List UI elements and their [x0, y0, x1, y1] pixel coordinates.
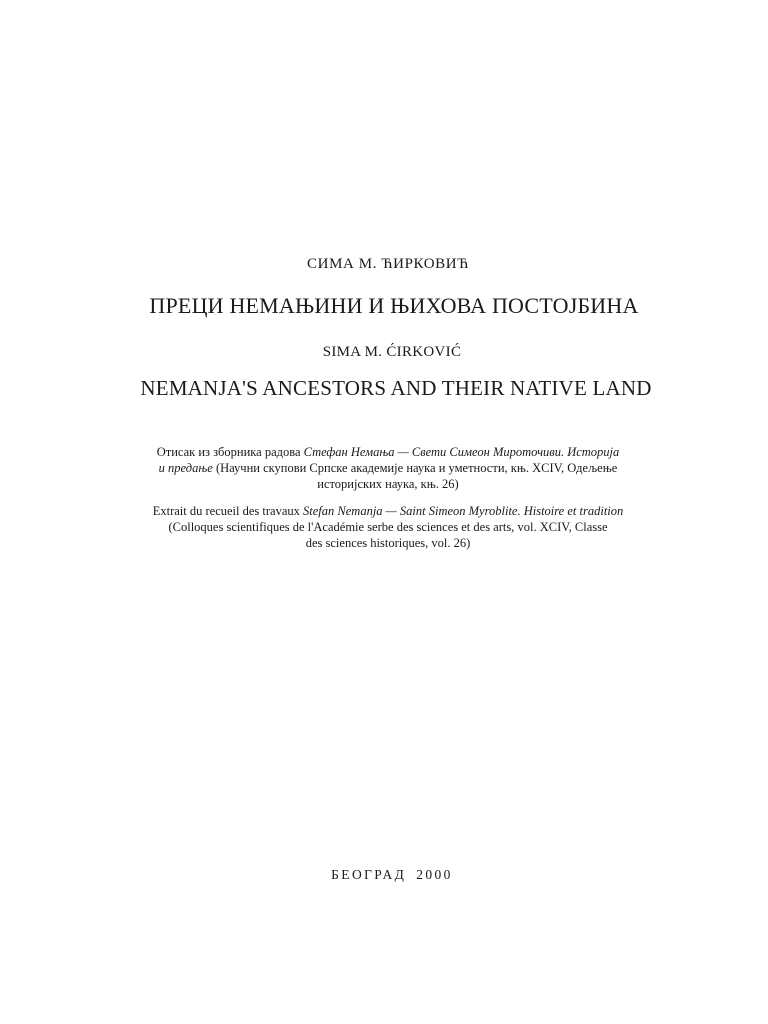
offprint-cyrillic-line-1 — [126, 444, 650, 460]
offprint-french-line-3: des sciences historiques, vol. 26) — [305, 536, 471, 550]
offprint-note-cyrillic — [126, 444, 650, 492]
offprint-french-line-2: (Colloques scientifiques de l'Académie serbe des sciences et des arts, vol. XCIV, Classe — [168, 520, 608, 534]
author-name-latin: SIMA M. ĆIRKOVIĆ — [322, 344, 462, 360]
offprint-cyrillic-volume-title: Стефан Немања — Свети Симеон Мироточиви. Историја — [303, 445, 620, 459]
imprint — [0, 867, 768, 883]
article-title-english: NEMANJA'S ANCESTORS AND THEIR NATIVE LAND — [140, 376, 652, 400]
offprint-note-french — [126, 503, 650, 551]
offprint-cyrillic-prefix: Отисак из зборника радова — [156, 445, 304, 459]
offprint-french-volume-title: Stefan Nemanja — Saint Simeon Myroblite. Histoire et tradition — [303, 504, 624, 518]
offprint-french-line-1 — [126, 503, 650, 519]
offprint-cyrillic-volume-title-cont: и предање — [158, 461, 213, 475]
offprint-cyrillic-line-2 — [126, 460, 650, 476]
imprint-year: 2000 — [416, 867, 453, 882]
article-title-cyrillic: ПРЕЦИ НЕМАЊИНИ И ЊИХОВА ПОСТОЈБИНА — [149, 293, 639, 318]
offprint-cyrillic-series: (Научни скупови Српске академије наука и уметности, књ. XCIV, Одељење — [212, 461, 618, 475]
offprint-cyrillic-line-3: историјских наука, књ. 26) — [317, 477, 459, 491]
offprint-french-prefix: Extrait du recueil des travaux — [152, 504, 304, 518]
imprint-city: БЕОГРАД — [331, 867, 407, 882]
author-name-cyrillic: СИМА М. ЋИРКОВИЋ — [307, 256, 469, 272]
